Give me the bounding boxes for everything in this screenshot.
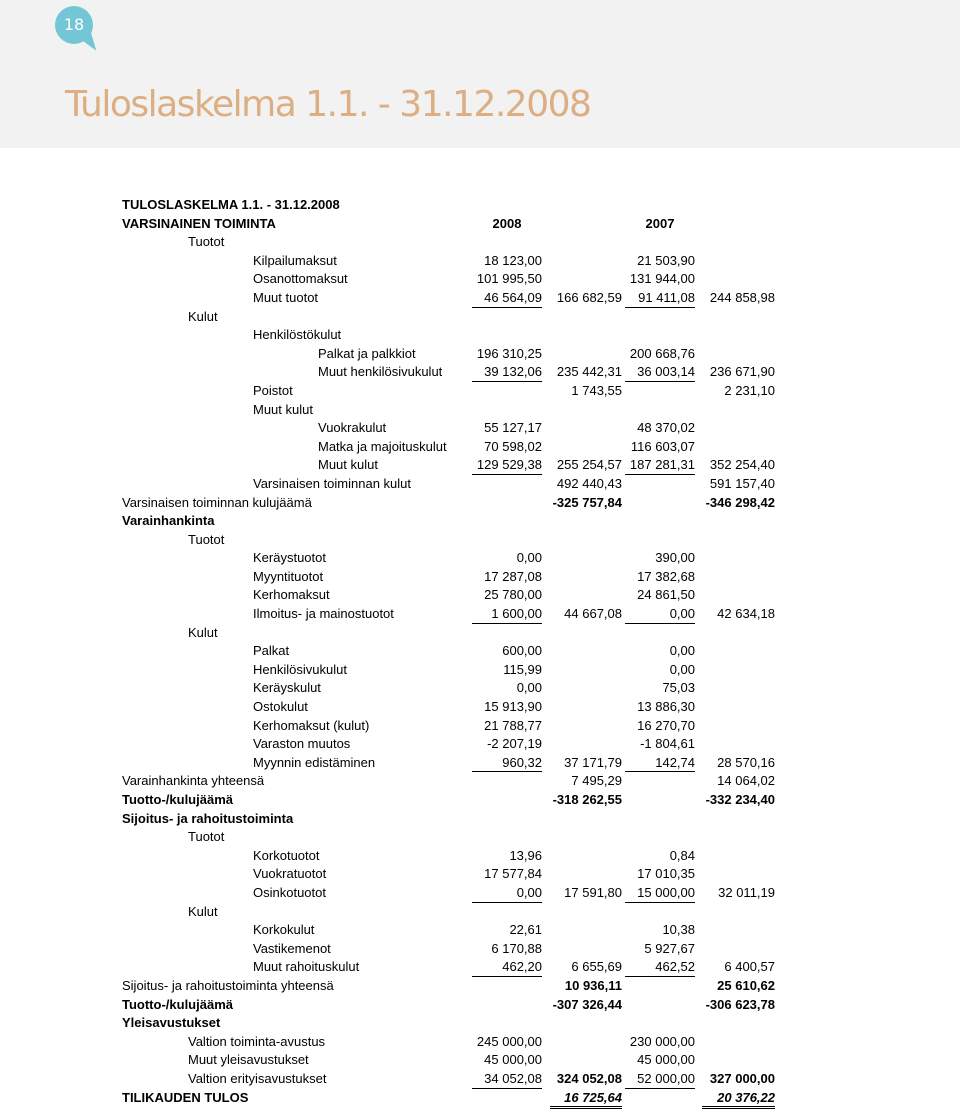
row-label: Tuotot — [188, 531, 225, 547]
row-label: Kulut — [188, 624, 218, 640]
statement-row — [0, 790, 960, 809]
statement-row — [0, 344, 960, 363]
amount-cell: 17 577,84 — [484, 866, 542, 882]
amount-cell: 0,84 — [669, 847, 695, 863]
amount-cell: 5 927,67 — [644, 940, 695, 956]
statement-row — [0, 269, 960, 288]
amount-cell: 244 858,98 — [709, 289, 775, 305]
amount-cell: 390,00 — [655, 550, 695, 566]
amount-cell: 142,74 — [625, 753, 695, 773]
row-label: Poistot — [253, 382, 293, 398]
statement-row — [0, 585, 960, 604]
amount-cell: 44 667,08 — [564, 606, 622, 622]
amount-cell: 6 400,57 — [724, 959, 775, 975]
statement-row — [0, 716, 960, 735]
row-label: Kerhomaksut (kulut) — [253, 717, 370, 733]
amount-cell: 14 064,02 — [717, 773, 775, 789]
amount-cell: 2 231,10 — [724, 382, 775, 398]
amount-cell: 34 052,08 — [472, 1069, 542, 1089]
statement-row — [0, 455, 960, 474]
statement-row — [0, 1032, 960, 1051]
statement-row — [0, 195, 960, 214]
amount-cell: 116 603,07 — [630, 438, 695, 454]
amount-cell: 255 254,57 — [556, 457, 622, 473]
row-label: Vastikemenot — [253, 940, 331, 956]
statement-row — [0, 1050, 960, 1069]
row-label: Kilpailumaksut — [253, 252, 337, 268]
amount-cell: 0,00 — [472, 883, 542, 903]
amount-cell: 187 281,31 — [625, 455, 695, 475]
amount-cell: 492 440,43 — [556, 475, 622, 491]
statement-row — [0, 753, 960, 772]
row-label: Henkilösivukulut — [253, 661, 347, 677]
amount-cell: 129 529,38 — [472, 455, 542, 475]
row-label: Muut tuotot — [253, 289, 319, 305]
statement-row — [0, 1013, 960, 1032]
row-label: Muut kulut — [318, 457, 378, 473]
amount-cell: 15 000,00 — [625, 883, 695, 903]
row-label: Keräyskulut — [253, 680, 321, 696]
row-label: Vuokratuotot — [253, 866, 327, 882]
row-label: Matka ja majoituskulut — [318, 438, 447, 454]
statement-row — [0, 381, 960, 400]
amount-cell: 25 780,00 — [484, 587, 542, 603]
amount-cell: 48 370,02 — [637, 420, 695, 436]
row-label: Tuotot — [188, 829, 225, 845]
row-label: Tuotto-/kulujäämä — [122, 792, 233, 807]
amount-cell: 1 743,55 — [571, 382, 622, 398]
statement-row — [0, 530, 960, 549]
statement-row — [0, 288, 960, 307]
statement-row — [0, 474, 960, 493]
amount-cell: 6 170,88 — [491, 940, 542, 956]
amount-cell: 25 610,62 — [717, 977, 775, 993]
amount-cell: -346 298,42 — [705, 494, 775, 510]
statement-row — [0, 660, 960, 679]
statement-row — [0, 902, 960, 921]
row-label: Kulut — [188, 903, 218, 919]
amount-cell: -307 326,44 — [552, 996, 622, 1012]
income-statement-table — [0, 195, 960, 1106]
row-label: Ilmoitus- ja mainostuotot — [253, 606, 394, 622]
amount-cell: 20 376,22 — [702, 1088, 775, 1110]
statement-row — [0, 493, 960, 512]
amount-cell: 7 495,29 — [571, 773, 622, 789]
amount-cell: 39 132,06 — [472, 362, 542, 382]
statement-row — [0, 641, 960, 660]
amount-cell: 24 861,50 — [637, 587, 695, 603]
amount-cell: 600,00 — [502, 643, 542, 659]
amount-cell: 55 127,17 — [484, 420, 542, 436]
amount-cell: -325 757,84 — [552, 494, 622, 510]
row-label: Varaston muutos — [253, 736, 351, 752]
row-label: Muut rahoituskulut — [253, 959, 360, 975]
amount-cell: 28 570,16 — [717, 754, 775, 770]
amount-cell: 0,00 — [669, 661, 695, 677]
row-label: Valtion toiminta-avustus — [188, 1033, 326, 1049]
row-label: Palkat — [253, 643, 290, 659]
amount-cell: 21 788,77 — [484, 717, 542, 733]
amount-cell: 327 000,00 — [709, 1070, 775, 1086]
amount-cell: 75,03 — [662, 680, 695, 696]
amount-cell: 45 000,00 — [637, 1052, 695, 1068]
amount-cell: -2 207,19 — [487, 736, 542, 752]
row-label: Varainhankinta yhteensä — [122, 773, 265, 789]
amount-cell: 17 287,08 — [484, 568, 542, 584]
row-label: Sijoitus- ja rahoitustoiminta yhteensä — [122, 977, 334, 993]
row-label: VARSINAINEN TOIMINTA — [122, 215, 276, 231]
amount-cell: 22,61 — [509, 922, 542, 938]
statement-row — [0, 827, 960, 846]
amount-cell: -1 804,61 — [640, 736, 695, 752]
amount-cell: 21 503,90 — [637, 252, 695, 268]
amount-cell: 36 003,14 — [625, 362, 695, 382]
statement-row — [0, 976, 960, 995]
amount-cell: 324 052,08 — [556, 1070, 622, 1086]
amount-cell: -306 623,78 — [705, 996, 775, 1012]
row-label: Kerhomaksut — [253, 587, 330, 603]
statement-row — [0, 623, 960, 642]
row-label: Korkotuotot — [253, 847, 320, 863]
amount-cell: 52 000,00 — [625, 1069, 695, 1089]
statement-row — [0, 1069, 960, 1088]
amount-cell: 591 157,40 — [709, 475, 775, 491]
statement-row — [0, 809, 960, 828]
statement-row — [0, 846, 960, 865]
amount-cell: 166 682,59 — [556, 289, 622, 305]
statement-row — [0, 548, 960, 567]
amount-cell: 15 913,90 — [484, 699, 542, 715]
amount-cell: 18 123,00 — [484, 252, 542, 268]
row-label: Yleisavustukset — [122, 1015, 221, 1031]
amount-cell: 1 600,00 — [472, 604, 542, 624]
amount-cell: 42 634,18 — [717, 606, 775, 622]
row-label: Korkokulut — [253, 922, 315, 938]
statement-row — [0, 362, 960, 381]
page-number-badge: 18 — [55, 6, 93, 44]
amount-cell: 91 411,08 — [625, 288, 695, 308]
amount-cell: 0,00 — [516, 680, 542, 696]
amount-cell: 37 171,79 — [564, 754, 622, 770]
statement-row — [0, 920, 960, 939]
amount-cell: 17 010,35 — [637, 866, 695, 882]
statement-row — [0, 1088, 960, 1107]
amount-cell: 45 000,00 — [484, 1052, 542, 1068]
amount-cell: 32 011,19 — [718, 884, 775, 900]
row-label: Varainhankinta — [122, 513, 215, 529]
row-label: Muut kulut — [253, 401, 313, 417]
amount-cell: 462,20 — [472, 957, 542, 977]
amount-cell: 236 671,90 — [709, 364, 775, 380]
amount-cell: 17 591,80 — [564, 884, 622, 900]
statement-row — [0, 939, 960, 958]
row-label: Varsinaisen toiminnan kulut — [253, 475, 412, 491]
statement-row — [0, 771, 960, 790]
amount-cell: 46 564,09 — [472, 288, 542, 308]
row-label: Muut yleisavustukset — [188, 1052, 309, 1068]
row-label: Muut henkilösivukulut — [318, 364, 443, 380]
amount-cell: 352 254,40 — [709, 457, 775, 473]
amount-cell: 115,99 — [503, 661, 542, 677]
statement-row — [0, 604, 960, 623]
amount-cell: -332 234,40 — [705, 792, 775, 807]
row-label: Osanottomaksut — [253, 271, 348, 287]
row-label: Valtion erityisavustukset — [188, 1070, 327, 1086]
row-label: Palkat ja palkkiot — [318, 345, 416, 361]
amount-cell: 16 725,64 — [550, 1088, 622, 1110]
statement-row — [0, 511, 960, 530]
amount-cell: -318 262,55 — [552, 792, 622, 807]
amount-cell: 10,38 — [662, 922, 695, 938]
row-label: Tuotot — [188, 234, 225, 250]
amount-cell: 0,00 — [625, 604, 695, 624]
statement-row — [0, 418, 960, 437]
statement-row — [0, 251, 960, 270]
row-label: Myynnin edistäminen — [253, 754, 376, 770]
amount-cell: 200 668,76 — [629, 345, 695, 361]
row-label: Tuotto-/kulujäämä — [122, 996, 233, 1012]
amount-cell: 16 270,70 — [637, 717, 695, 733]
amount-cell: 960,32 — [472, 753, 542, 773]
row-label: TULOSLASKELMA 1.1. - 31.12.2008 — [122, 197, 340, 212]
row-label: Varsinaisen toiminnan kulujäämä — [122, 494, 312, 510]
statement-row — [0, 734, 960, 753]
row-label: Osinkotuotot — [253, 884, 326, 900]
amount-cell: 101 995,50 — [476, 271, 542, 287]
row-label: Sijoitus- ja rahoitustoiminta — [122, 810, 294, 826]
statement-row — [0, 883, 960, 902]
amount-cell: 131 944,00 — [629, 271, 695, 287]
statement-row — [0, 325, 960, 344]
row-label: Vuokrakulut — [318, 420, 387, 436]
amount-cell: 17 382,68 — [637, 568, 695, 584]
amount-cell: 10 936,11 — [564, 977, 622, 993]
row-label: Myyntituotot — [253, 568, 324, 584]
row-label: TILIKAUDEN TULOS — [122, 1089, 249, 1105]
statement-row — [0, 232, 960, 251]
row-label: Kulut — [188, 308, 218, 324]
amount-cell: 13,96 — [509, 847, 542, 863]
year-header: 2008 — [492, 215, 522, 231]
statement-row — [0, 437, 960, 456]
page-title: Tuloslaskelma 1.1. - 31.12.2008 — [65, 84, 591, 125]
amount-cell: 462,52 — [625, 957, 695, 977]
amount-cell: 13 886,30 — [637, 699, 695, 715]
statement-row — [0, 864, 960, 883]
amount-cell: 70 598,02 — [484, 438, 542, 454]
amount-cell: 230 000,00 — [629, 1033, 695, 1049]
year-header: 2007 — [645, 215, 675, 231]
amount-cell: 245 000,00 — [476, 1033, 542, 1049]
amount-cell: 6 655,69 — [571, 959, 622, 975]
amount-cell: 235 442,31 — [556, 364, 622, 380]
amount-cell: 0,00 — [516, 550, 542, 566]
amount-cell: 196 310,25 — [476, 345, 542, 361]
statement-row — [0, 400, 960, 419]
amount-cell: 0,00 — [669, 643, 695, 659]
row-label: Henkilöstökulut — [253, 327, 342, 343]
statement-row — [0, 678, 960, 697]
row-label: Keräystuotot — [253, 550, 326, 566]
statement-row — [0, 214, 960, 233]
statement-row — [0, 995, 960, 1014]
statement-row — [0, 307, 960, 326]
row-label: Ostokulut — [253, 699, 308, 715]
statement-row — [0, 697, 960, 716]
statement-row — [0, 957, 960, 976]
statement-row — [0, 567, 960, 586]
